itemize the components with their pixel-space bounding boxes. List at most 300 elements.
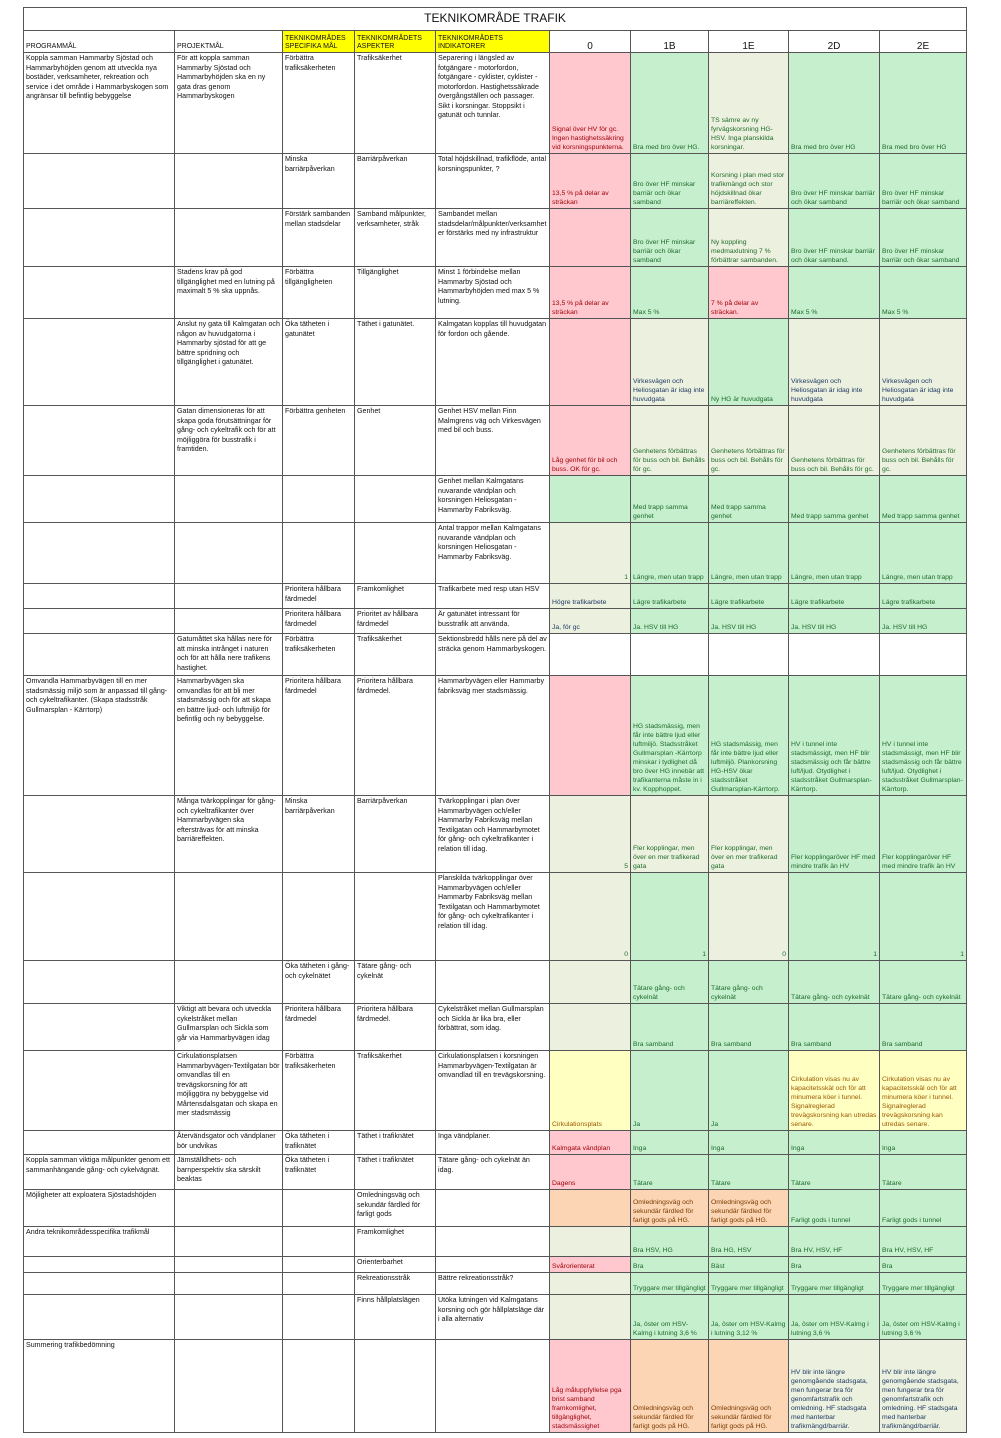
score-text: HG stadsmässig, men får inte bättre ljud eller luftmiljö. Stadsstråket Gullmarsplan -Kärrtorp minskar i tydlighet då bro över HG innebär att trafikanterna måste in i kv. Kopphoppet. bbox=[633, 723, 705, 793]
score-text: Tryggare mer tillgängligt bbox=[711, 1285, 784, 1292]
score-cell-2e bbox=[880, 1155, 967, 1190]
indikator-cell: Bättre rekreationsstråk? bbox=[436, 1273, 550, 1295]
score-text: Tätare gång- och cykelnät bbox=[633, 985, 685, 1001]
programmal-cell bbox=[24, 873, 175, 961]
table-row bbox=[24, 406, 967, 476]
table-row bbox=[24, 1273, 967, 1295]
indikator-cell: Genhet mellan Kalmgatans nuvarande vändplan och korsningen Heliosgatan - Hammarby Fabriksväg. bbox=[436, 476, 550, 523]
aspekt-cell: Prioritera hållbara färdmedel. bbox=[355, 676, 436, 796]
score-cell-1b bbox=[631, 584, 709, 609]
aspekt-cell: Omledningsväg och sekundär färdled för farligt gods bbox=[355, 1190, 436, 1227]
score-cell-1e bbox=[709, 476, 789, 523]
indikator-cell: Total höjdskillnad, trafikflöde, antal korsningspunkter, ? bbox=[436, 154, 550, 209]
score-cell-2e bbox=[880, 1295, 967, 1340]
indikator-cell: Cirkulationsplatsen i korsningen Hammarbyvägen-Textilgatan är omvandlad till en trevägskorsning. bbox=[436, 1051, 550, 1131]
score-cell-1b bbox=[631, 961, 709, 1004]
score-text: Bro över HF minskar barriär och ökar samband bbox=[882, 248, 960, 264]
score-cell-2e bbox=[880, 1131, 967, 1155]
score-cell-1b bbox=[631, 609, 709, 634]
score-cell-2d bbox=[789, 609, 880, 634]
indikator-cell: Inga vändplaner. bbox=[436, 1131, 550, 1155]
score-text: Bra HG, HSV bbox=[711, 1247, 752, 1254]
score-cell-0 bbox=[550, 609, 631, 634]
score-cell-0 bbox=[550, 584, 631, 609]
score-text: 5 bbox=[624, 863, 628, 870]
score-cell-1e bbox=[709, 319, 789, 406]
specifikt-mal-cell: Förstärk sambanden mellan stadsdelar bbox=[283, 209, 355, 267]
aspekt-cell: Finns hållplatslägen bbox=[355, 1295, 436, 1340]
score-text: Ja, för gc bbox=[552, 624, 580, 631]
specifikt-mal-cell: Prioritera hållbara färdmedel bbox=[283, 584, 355, 609]
score-cell-1e bbox=[709, 1257, 789, 1273]
score-text: Max 5 % bbox=[791, 309, 818, 316]
aspekt-cell: Täthet i trafiknätet bbox=[355, 1131, 436, 1155]
header-alt-0: 0 bbox=[550, 31, 631, 53]
projektmal-cell bbox=[175, 961, 283, 1004]
score-cell-0 bbox=[550, 1051, 631, 1131]
score-cell-1e bbox=[709, 634, 789, 676]
score-text: Högre trafikarbete bbox=[552, 599, 607, 606]
indikator-cell bbox=[436, 1190, 550, 1227]
indikator-cell: Är gatunätet intressant för busstrafik att använda. bbox=[436, 609, 550, 634]
projektmal-cell bbox=[175, 1273, 283, 1295]
score-text: Bra bbox=[633, 1263, 644, 1270]
programmal-cell bbox=[24, 609, 175, 634]
programmal-cell bbox=[24, 584, 175, 609]
score-text: Låg måluppfyllelse pga brist samband framkomlighet, tillgänglighet, stadsmässighet bbox=[552, 1387, 622, 1430]
programmal-cell: Omvandla Hammarbyvägen till en mer stadsmässig miljö som är anpassad till gång- och cykeltrafikanter. (Skapa stadsstråk Gullmarsplan - Kärrtorp) bbox=[24, 676, 175, 796]
indikator-cell: Genhet HSV mellan Finn Malmgrens väg och Virkesvägen med bil och buss. bbox=[436, 406, 550, 476]
projektmal-cell: Stadens krav på god tillgänglighet med en lutning på maximalt 5 % ska uppnås. bbox=[175, 267, 283, 319]
score-text: Signal över HV för gc. Ingen hastighetssäkring vid korsningspunkterna. bbox=[552, 126, 624, 151]
score-cell-2d bbox=[789, 1227, 880, 1257]
header-indikatorer: TEKNIKOMRÅDETS INDIKATORER bbox=[436, 31, 550, 53]
score-text: Lägre trafikarbete bbox=[711, 599, 765, 606]
specifikt-mal-cell bbox=[283, 1257, 355, 1273]
programmal-cell: Koppla samman viktiga målpunkter genom ett sammanhängande gång- och cykelvägnät. bbox=[24, 1155, 175, 1190]
table-row bbox=[24, 209, 967, 267]
score-cell-1e bbox=[709, 53, 789, 154]
score-cell-0 bbox=[550, 676, 631, 796]
specifikt-mal-cell bbox=[283, 523, 355, 584]
programmal-cell: Koppla samman Hammarby Sjöstad och Hammarbyhöjden genom att utveckla nya bostäder, verksamheter, rekreation och service i det område i Hammarbyskogen som angränsar till befintlig bebyggelse bbox=[24, 53, 175, 154]
projektmal-cell bbox=[175, 154, 283, 209]
score-text: Tryggare mer tillgängligt bbox=[633, 1285, 706, 1292]
score-text: Lägre trafikarbete bbox=[882, 599, 936, 606]
score-cell-1b bbox=[631, 319, 709, 406]
score-cell-1b bbox=[631, 406, 709, 476]
score-cell-1b bbox=[631, 53, 709, 154]
score-cell-0 bbox=[550, 1227, 631, 1257]
score-text: Virkesvägen och Heliosgatan är idag inte huvudgata bbox=[791, 378, 863, 403]
table-row bbox=[24, 1155, 967, 1190]
score-cell-2e bbox=[880, 1004, 967, 1051]
score-cell-1e bbox=[709, 1190, 789, 1227]
score-text: Ja, öster om HSV-Kalmg i lutning 3,6 % bbox=[791, 1321, 869, 1337]
score-cell-1b bbox=[631, 267, 709, 319]
score-cell-2d bbox=[789, 796, 880, 873]
score-cell-2e bbox=[880, 1273, 967, 1295]
score-cell-2d bbox=[789, 584, 880, 609]
score-text: Inga bbox=[633, 1145, 647, 1152]
score-text: Bra HSV, HG bbox=[633, 1247, 673, 1254]
score-text: Ja, öster om HSV-Kalmg i lutning 3,6 % bbox=[633, 1321, 697, 1337]
score-text: HV blir inte längre genomgående stadsgata, men fungerar bra för genomfartstrafik och omledning. HF stadsgata med hanterbar trafikmängd/barriär. bbox=[882, 1369, 959, 1430]
score-cell-2d bbox=[789, 1295, 880, 1340]
score-cell-1e bbox=[709, 1051, 789, 1131]
programmal-cell bbox=[24, 1004, 175, 1051]
score-cell-2d bbox=[789, 1051, 880, 1131]
score-text: Tätare bbox=[711, 1180, 731, 1187]
score-cell-1e bbox=[709, 267, 789, 319]
score-cell-1b bbox=[631, 796, 709, 873]
score-text: Ny HG är huvudgata bbox=[711, 396, 773, 403]
aspekt-cell: Trafiksäkerhet bbox=[355, 1051, 436, 1131]
projektmal-cell bbox=[175, 476, 283, 523]
score-text: Dagens bbox=[552, 1180, 576, 1187]
aspekt-cell: Rekreationsstråk bbox=[355, 1273, 436, 1295]
assessment-sheet bbox=[23, 7, 966, 1433]
table-row bbox=[24, 53, 967, 154]
score-text: Bra samband bbox=[791, 1041, 832, 1048]
score-cell-1e bbox=[709, 1227, 789, 1257]
specifikt-mal-cell: Öka tätheten i trafiknätet bbox=[283, 1131, 355, 1155]
score-cell-2d bbox=[789, 1273, 880, 1295]
specifikt-mal-cell bbox=[283, 1340, 355, 1433]
score-text: Med trapp samma genhet bbox=[882, 513, 960, 520]
score-text: HV blir inte längre genomgående stadsgata, men fungerar bra för genomfartstrafik och omledning. HF stadsgata med hanterbar trafikmängd/barriär. bbox=[791, 1369, 868, 1430]
score-cell-1b bbox=[631, 209, 709, 267]
projektmal-cell bbox=[175, 1190, 283, 1227]
score-text: Med trapp samma genhet bbox=[633, 504, 688, 520]
score-cell-1b bbox=[631, 1340, 709, 1433]
aspekt-cell: Barriärpåverkan bbox=[355, 796, 436, 873]
score-cell-2e bbox=[880, 154, 967, 209]
score-text: 0 bbox=[624, 951, 628, 958]
score-cell-1e bbox=[709, 1295, 789, 1340]
score-cell-2e bbox=[880, 1257, 967, 1273]
specifikt-mal-cell: Förbättra trafiksäkerheten bbox=[283, 53, 355, 154]
score-text: Bra bbox=[791, 1263, 802, 1270]
score-cell-2d bbox=[789, 1131, 880, 1155]
score-cell-2d bbox=[789, 476, 880, 523]
projektmal-cell: Många tvärkopplingar för gång- och cykeltrafikanter över Hammarbyvägen ska eftersträvas för att minska barriäreffekten. bbox=[175, 796, 283, 873]
score-text: Omledningsväg och sekundär färdled för farligt gods på HG. bbox=[633, 1405, 694, 1430]
score-cell-1b bbox=[631, 1051, 709, 1131]
score-cell-1b bbox=[631, 676, 709, 796]
score-cell-0 bbox=[550, 1190, 631, 1227]
score-cell-2e bbox=[880, 609, 967, 634]
programmal-cell bbox=[24, 1051, 175, 1131]
programmal-cell: Summering trafikbedömning bbox=[24, 1340, 175, 1433]
score-text: Längre, men utan trapp bbox=[791, 574, 862, 581]
score-text: Med trapp samma genhet bbox=[791, 513, 869, 520]
score-cell-1b bbox=[631, 523, 709, 584]
indikator-cell: Cykelstråket mellan Gullmarsplan och Sickla är lika bra, eller förbättrat, som idag. bbox=[436, 1004, 550, 1051]
score-text: Genhetens förbättras för buss och bil. Behålls för gc. bbox=[711, 448, 785, 473]
score-cell-0 bbox=[550, 267, 631, 319]
programmal-cell bbox=[24, 154, 175, 209]
score-cell-2d bbox=[789, 1257, 880, 1273]
indikator-cell: Sektionsbredd hålls nere på del av sträcka genom Hammarbyskogen. bbox=[436, 634, 550, 676]
specifikt-mal-cell: Prioritera hållbara färdmedel bbox=[283, 609, 355, 634]
score-text: Längre, men utan trapp bbox=[711, 574, 782, 581]
score-text: Bra med bro över HG bbox=[882, 144, 947, 151]
score-text: Bra samband bbox=[711, 1041, 752, 1048]
indikator-cell: Tvärkopplingar i plan över Hammarbyvägen och/eller Hammarby Fabriksväg mellan Textilgatan och Hammarbymotet för gång- och cykeltrafikanter i relation till idag. bbox=[436, 796, 550, 873]
score-cell-0 bbox=[550, 1004, 631, 1051]
score-text: 1 bbox=[624, 574, 628, 581]
score-text: Ja bbox=[711, 1121, 719, 1128]
score-cell-0 bbox=[550, 634, 631, 676]
table-row bbox=[24, 1340, 967, 1433]
score-cell-0 bbox=[550, 53, 631, 154]
score-cell-2d bbox=[789, 676, 880, 796]
score-text: Bra samband bbox=[882, 1041, 923, 1048]
score-cell-2d bbox=[789, 53, 880, 154]
specifikt-mal-cell: Förbättra tillgängligheten bbox=[283, 267, 355, 319]
indikator-cell bbox=[436, 1257, 550, 1273]
score-text: Virkesvägen och Heliosgatan är idag inte huvudgata bbox=[633, 378, 705, 403]
header-programmal: PROGRAMMÅL bbox=[24, 31, 175, 53]
specifikt-mal-cell bbox=[283, 1273, 355, 1295]
score-text: Farligt gods i tunnel bbox=[791, 1217, 851, 1224]
score-text: Bra med bro över HG. bbox=[633, 144, 700, 151]
aspekt-cell: Täthet i gatunätet. bbox=[355, 319, 436, 406]
assessment-table bbox=[23, 7, 967, 1433]
projektmal-cell: Jämställdhets- och barnperspektiv ska särskilt beaktas bbox=[175, 1155, 283, 1190]
score-cell-2d bbox=[789, 1004, 880, 1051]
table-row bbox=[24, 1257, 967, 1273]
score-text: Bra med bro över HG bbox=[791, 144, 856, 151]
indikator-cell: Antal trappor mellan Kalmgatans nuvarande vändplan och korsningen Heliosgatan - Hammarby Fabriksväg. bbox=[436, 523, 550, 584]
score-text: Ja. HSV till HG bbox=[791, 624, 837, 631]
score-text: Ja bbox=[633, 1121, 641, 1128]
score-cell-1e bbox=[709, 1273, 789, 1295]
score-text: 1 bbox=[960, 951, 965, 958]
indikator-cell: Planskilda tvärkopplingar över Hammarbyvägen och/eller Hammarby Fabriksväg mellan Textilgatan och Hammarbymotet för gång- och cykeltrafikanter i relation till idag. bbox=[436, 873, 550, 961]
programmal-cell bbox=[24, 523, 175, 584]
score-cell-2e bbox=[880, 873, 967, 961]
score-cell-0 bbox=[550, 1131, 631, 1155]
table-row bbox=[24, 584, 967, 609]
score-text: Fler kopplingar, men över en mer trafikerad gata bbox=[711, 845, 778, 870]
score-cell-1b bbox=[631, 1004, 709, 1051]
table-row bbox=[24, 634, 967, 676]
score-cell-1b bbox=[631, 476, 709, 523]
programmal-cell bbox=[24, 796, 175, 873]
score-cell-1e bbox=[709, 1004, 789, 1051]
score-cell-2e bbox=[880, 523, 967, 584]
score-cell-2e bbox=[880, 961, 967, 1004]
aspekt-cell bbox=[355, 476, 436, 523]
score-text: Bro över HF minskar barriär och ökar samband bbox=[882, 190, 960, 206]
table-row bbox=[24, 1131, 967, 1155]
specifikt-mal-cell: Minska barriärpåverkan bbox=[283, 154, 355, 209]
score-cell-2e bbox=[880, 53, 967, 154]
score-cell-0 bbox=[550, 319, 631, 406]
projektmal-cell bbox=[175, 873, 283, 961]
score-cell-0 bbox=[550, 961, 631, 1004]
header-aspekter: TEKNIKOMRÅDETS ASPEKTER bbox=[355, 31, 436, 53]
score-text: Med trapp samma genhet bbox=[711, 504, 766, 520]
programmal-cell bbox=[24, 961, 175, 1004]
score-cell-2e bbox=[880, 1051, 967, 1131]
score-cell-2d bbox=[789, 209, 880, 267]
score-text: Bro över HF minskar barriär och ökar samband. bbox=[791, 248, 875, 264]
score-cell-2d bbox=[789, 406, 880, 476]
programmal-cell bbox=[24, 1295, 175, 1340]
score-cell-2e bbox=[880, 406, 967, 476]
specifikt-mal-cell: Minska barriärpåverkan bbox=[283, 796, 355, 873]
score-cell-2e bbox=[880, 634, 967, 676]
score-cell-2e bbox=[880, 1340, 967, 1433]
table-row bbox=[24, 1190, 967, 1227]
score-text: Bra samband bbox=[633, 1041, 674, 1048]
indikator-cell bbox=[436, 961, 550, 1004]
programmal-cell: Andra teknikområdesspecifika trafikmål bbox=[24, 1227, 175, 1257]
score-cell-1b bbox=[631, 1190, 709, 1227]
programmal-cell bbox=[24, 634, 175, 676]
programmal-cell: Möjligheter att exploatera Sjöstadshöjden bbox=[24, 1190, 175, 1227]
programmal-cell bbox=[24, 1273, 175, 1295]
aspekt-cell: Trafiksäkerhet bbox=[355, 53, 436, 154]
projektmal-cell: Hammarbyvägen ska omvandlas för att bli mer stadsmässig och för att skapa en bättre ljud- och luftmiljö för befintlig och ny bebyggelse. bbox=[175, 676, 283, 796]
score-text: Ja, öster om HSV-Kalmg i lutning 3,6 % bbox=[882, 1321, 960, 1337]
table-body bbox=[24, 53, 967, 1433]
score-cell-2d bbox=[789, 267, 880, 319]
aspekt-cell: Genhet bbox=[355, 406, 436, 476]
score-text: Cirkulation visas nu av kapacitetsskäl och för att minumera köer i tunnel. Signalreglerad trevägskorsning kan utredas senare. bbox=[882, 1076, 957, 1128]
score-text: Bäst bbox=[711, 1263, 725, 1270]
score-text: Omledningsväg och sekundär färdled för farligt gods på HG. bbox=[633, 1199, 694, 1224]
score-cell-2e bbox=[880, 209, 967, 267]
score-text: Ja. HSV till HG bbox=[711, 624, 757, 631]
score-cell-1b bbox=[631, 1257, 709, 1273]
indikator-cell: Tätare gång- och cykelnät än idag. bbox=[436, 1155, 550, 1190]
table-row bbox=[24, 267, 967, 319]
score-cell-1e bbox=[709, 154, 789, 209]
score-text: 13,5 % på delar av sträckan bbox=[552, 300, 609, 316]
projektmal-cell bbox=[175, 584, 283, 609]
aspekt-cell: Tätare gång- och cykelnät bbox=[355, 961, 436, 1004]
specifikt-mal-cell: Förbättra trafiksäkerheten bbox=[283, 1051, 355, 1131]
score-text: Genhetens förbättras för buss och bil. Behålls för gc. bbox=[633, 448, 705, 473]
score-cell-1e bbox=[709, 609, 789, 634]
score-text: 0 bbox=[782, 951, 786, 958]
aspekt-cell: Täthet i trafiknätet bbox=[355, 1155, 436, 1190]
score-cell-1e bbox=[709, 406, 789, 476]
score-cell-1b bbox=[631, 1155, 709, 1190]
score-text: HV i tunnel inte stadsmässigt, men HF blir stadsmässig och får bättre luft/ljud. Otydlighet i stadsstråket Gullmarsplan-Kärrtorp. bbox=[882, 741, 963, 793]
score-text: HV i tunnel inte stadsmässigt, men HF blir stadsmässig och får bättre luft/ljud. Otydlighet i stadsstråket Gullmarsplan-Kärrtorp. bbox=[791, 741, 872, 793]
score-cell-1b bbox=[631, 634, 709, 676]
programmal-cell bbox=[24, 476, 175, 523]
score-cell-2d bbox=[789, 154, 880, 209]
score-text: Max 5 % bbox=[633, 309, 660, 316]
score-cell-0 bbox=[550, 796, 631, 873]
aspekt-cell: Prioritera hållbara färdmedel. bbox=[355, 1004, 436, 1051]
projektmal-cell bbox=[175, 1257, 283, 1273]
aspekt-cell bbox=[355, 1340, 436, 1433]
score-text: Genhetens förbättras för buss och bil. Behålls för gc. bbox=[882, 448, 956, 473]
aspekt-cell bbox=[355, 873, 436, 961]
programmal-cell bbox=[24, 209, 175, 267]
score-cell-1e bbox=[709, 796, 789, 873]
score-text: Inga bbox=[711, 1145, 725, 1152]
projektmal-cell: Cirkulationsplatsen Hammarbyvägen-Textilgatan bör omvandlas till en trevägskorsning för att möjliggöra ny bebyggelse vid Mårtensdalsgatan och skapa en mer stadsmässig bbox=[175, 1051, 283, 1131]
specifikt-mal-cell bbox=[283, 476, 355, 523]
score-cell-1b bbox=[631, 1295, 709, 1340]
sheet-title: TEKNIKOMRÅDE TRAFIK bbox=[24, 8, 967, 31]
aspekt-cell: Tillgänglighet bbox=[355, 267, 436, 319]
score-cell-0 bbox=[550, 209, 631, 267]
specifikt-mal-cell: Öka tätheten i gång- och cykelnätet bbox=[283, 961, 355, 1004]
table-row bbox=[24, 154, 967, 209]
score-cell-2d bbox=[789, 634, 880, 676]
aspekt-cell: Framkomlighet bbox=[355, 584, 436, 609]
score-text: Tryggare mer tillgängligt bbox=[791, 1285, 864, 1292]
table-row bbox=[24, 676, 967, 796]
score-text: Låg genhet för bil och buss. OK för gc. bbox=[552, 457, 618, 473]
score-cell-0 bbox=[550, 406, 631, 476]
projektmal-cell: Anslut ny gata till Kalmgatan och någon av huvudgatorna i Hammarby sjöstad för att ge bättre spridning och tillgänglighet i gatunätet. bbox=[175, 319, 283, 406]
score-cell-2e bbox=[880, 1190, 967, 1227]
score-cell-2e bbox=[880, 319, 967, 406]
score-text: Ja. HSV till HG bbox=[633, 624, 679, 631]
indikator-cell bbox=[436, 1227, 550, 1257]
specifikt-mal-cell: Förbättra genheten bbox=[283, 406, 355, 476]
score-cell-2e bbox=[880, 584, 967, 609]
score-cell-2d bbox=[789, 961, 880, 1004]
score-text: Fler kopplingar, men över en mer trafikerad gata bbox=[633, 845, 700, 870]
projektmal-cell bbox=[175, 1340, 283, 1433]
indikator-cell: Kalmgatan kopplas till huvudgatan för fordon och gående. bbox=[436, 319, 550, 406]
score-text: Bra HV, HSV, HF bbox=[882, 1247, 934, 1254]
score-cell-0 bbox=[550, 523, 631, 584]
header-specifika-mal: TEKNIKOMRÅDES SPECIFIKA MÅL bbox=[283, 31, 355, 53]
score-text: Tätare bbox=[882, 1180, 902, 1187]
score-cell-2e bbox=[880, 1227, 967, 1257]
score-cell-0 bbox=[550, 476, 631, 523]
score-text: Virkesvägen och Heliosgatan är idag inte huvudgata bbox=[882, 378, 954, 403]
table-row bbox=[24, 1295, 967, 1340]
specifikt-mal-cell bbox=[283, 1190, 355, 1227]
score-cell-0 bbox=[550, 1340, 631, 1433]
table-row bbox=[24, 961, 967, 1004]
score-text: Bra bbox=[882, 1263, 893, 1270]
score-text: Tätare bbox=[791, 1180, 811, 1187]
score-cell-1e bbox=[709, 523, 789, 584]
score-text: Fler kopplingaröver HF med mindre trafik än HV bbox=[882, 854, 956, 870]
score-text: HG stadsmässig, men får inte bättre ljud eller luftmiljö. Plankorsning HG-HSV ökar stadsstråket Gullmarsplan-Kärrtorp. bbox=[711, 741, 780, 793]
score-text: Längre, men utan trapp bbox=[882, 574, 953, 581]
score-cell-1b bbox=[631, 1273, 709, 1295]
specifikt-mal-cell: Prioritera hållbara färdmedel bbox=[283, 1004, 355, 1051]
score-cell-2e bbox=[880, 676, 967, 796]
score-text: Lägre trafikarbete bbox=[633, 599, 687, 606]
score-text: Cirkulation visas nu av kapacitetsskäl och för att minumera köer i tunnel. Signalreglerad trevägskorsning kan utredas senare. bbox=[791, 1076, 877, 1128]
indikator-cell: Separering i längsled av fotgängare - motorfordon, fotgängare - cyklister, cyklister - motorfordon. Hastighetssäkrade övergångställen och passager. Sikt i korsningar. Stoppsikt i gatunät och tunnlar. bbox=[436, 53, 550, 154]
score-text: Svårorienterat bbox=[552, 1263, 595, 1270]
score-cell-2e bbox=[880, 267, 967, 319]
score-cell-0 bbox=[550, 1257, 631, 1273]
programmal-cell bbox=[24, 267, 175, 319]
score-cell-0 bbox=[550, 873, 631, 961]
specifikt-mal-cell bbox=[283, 873, 355, 961]
score-text: Inga bbox=[791, 1145, 805, 1152]
score-text: Fler kopplingaröver HF med mindre trafik än HV bbox=[791, 854, 876, 870]
